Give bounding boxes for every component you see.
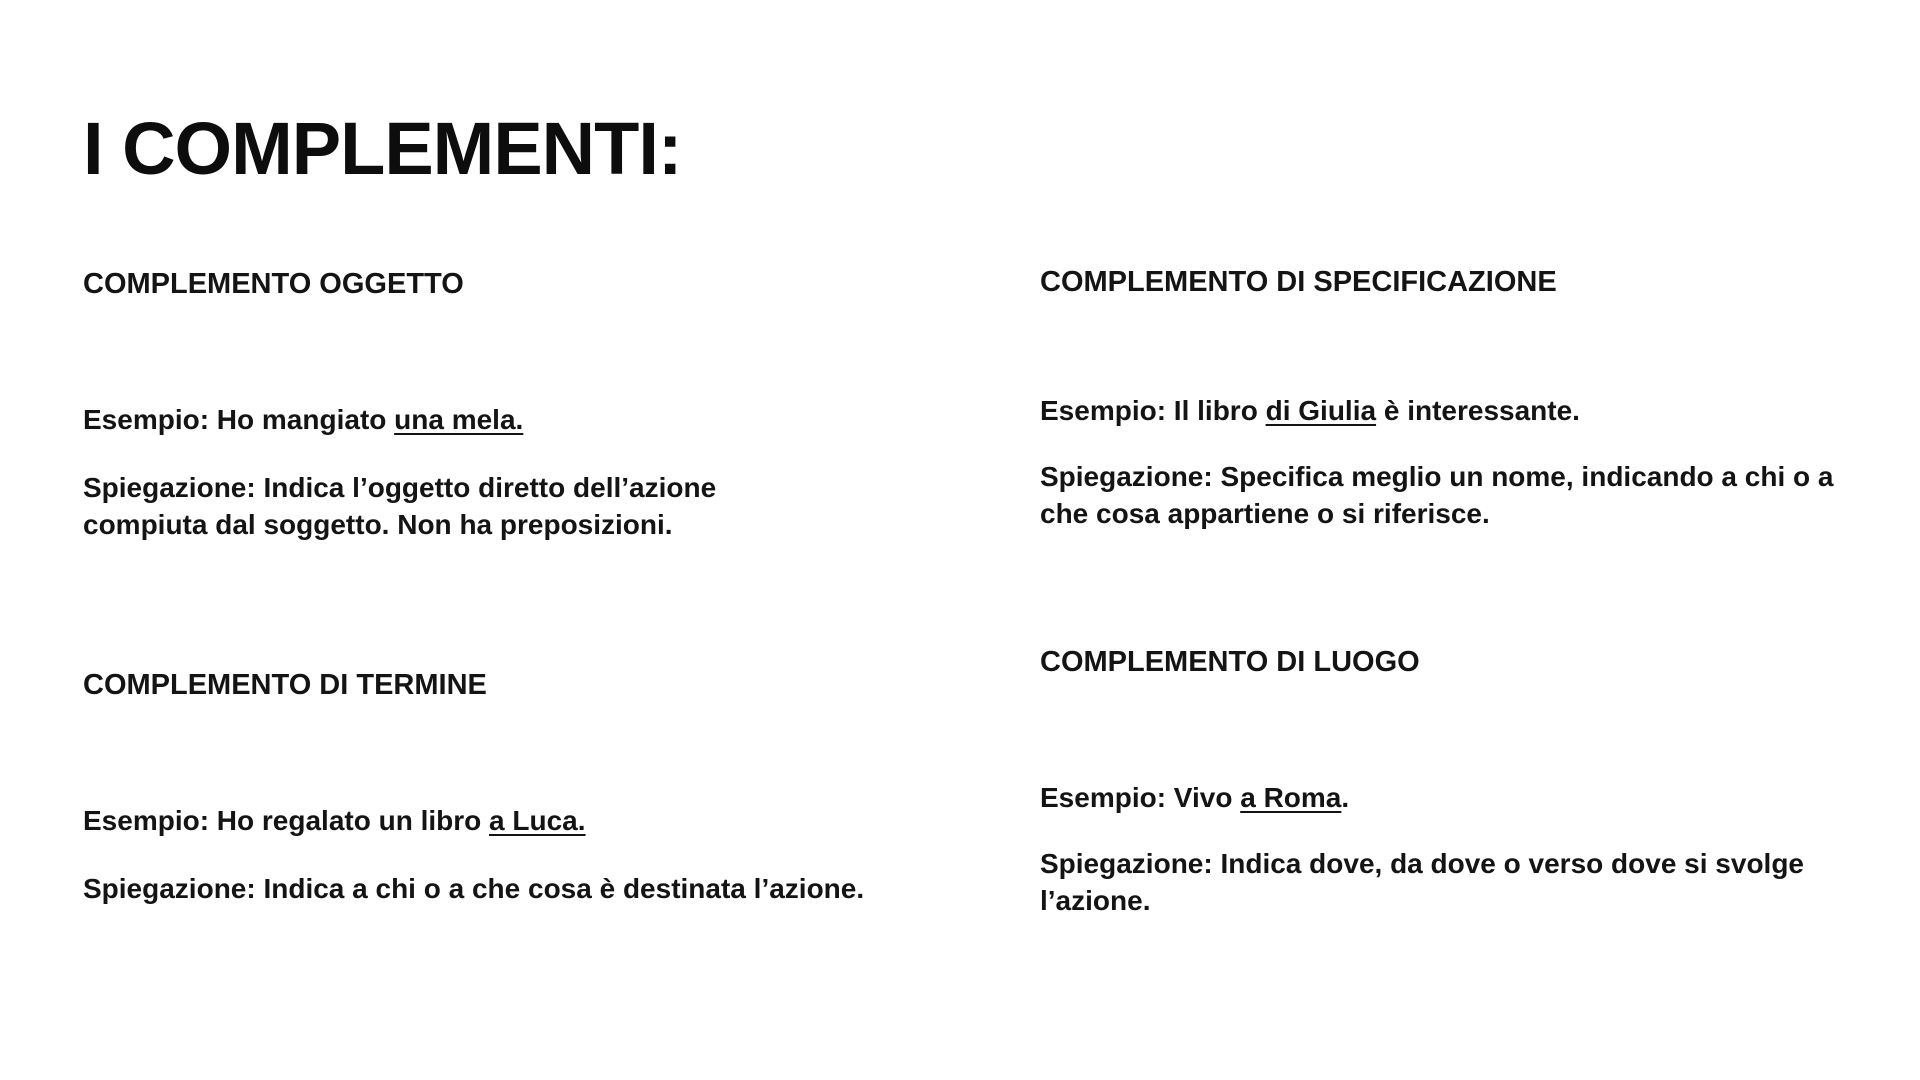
example-sentence	[1040, 780, 1860, 816]
section-heading: COMPLEMENTO DI SPECIFICAZIONE	[1040, 266, 1557, 298]
explanation-text: Spiegazione: Indica l’oggetto diretto dell’azione compiuta dal soggetto. Non ha preposizioni.	[83, 472, 717, 540]
section-complemento-specificazione	[1040, 265, 1860, 532]
page-title: I COMPLEMENTI:	[83, 107, 682, 190]
section-heading: COMPLEMENTO DI TERMINE	[83, 669, 487, 701]
section-complemento-luogo	[1040, 645, 1860, 919]
example-sentence	[83, 402, 913, 438]
example-text: Esempio: Ho mangiato	[83, 403, 395, 435]
section-heading: COMPLEMENTO DI LUOGO	[1040, 646, 1420, 678]
explanation-text: Spiegazione: Indica a chi o a che cosa è destinata l’azione.	[83, 873, 865, 905]
example-highlight: una mela.	[394, 403, 524, 435]
section-complemento-oggetto	[83, 267, 913, 543]
example-text-end: è interessante.	[1376, 394, 1580, 426]
example-text: Esempio: Ho regalato un libro	[83, 804, 490, 836]
example-text: Esempio: Il libro	[1040, 394, 1266, 426]
section-heading: COMPLEMENTO OGGETTO	[83, 268, 464, 300]
example-sentence	[1040, 393, 1860, 429]
example-highlight: di Giulia	[1265, 394, 1377, 426]
example-text: Esempio: Vivo	[1040, 781, 1241, 813]
example-sentence	[83, 803, 913, 839]
example-text-end: .	[1341, 781, 1350, 813]
explanation-text: Spiegazione: Specifica meglio un nome, indicando a chi o a che cosa appartiene o si riferisce.	[1040, 461, 1834, 529]
example-highlight: a Roma	[1240, 781, 1342, 813]
explanation-text: Spiegazione: Indica dove, da dove o verso dove si svolge l’azione.	[1040, 848, 1804, 916]
section-complemento-termine	[83, 668, 913, 908]
example-highlight: a Luca.	[489, 804, 586, 836]
